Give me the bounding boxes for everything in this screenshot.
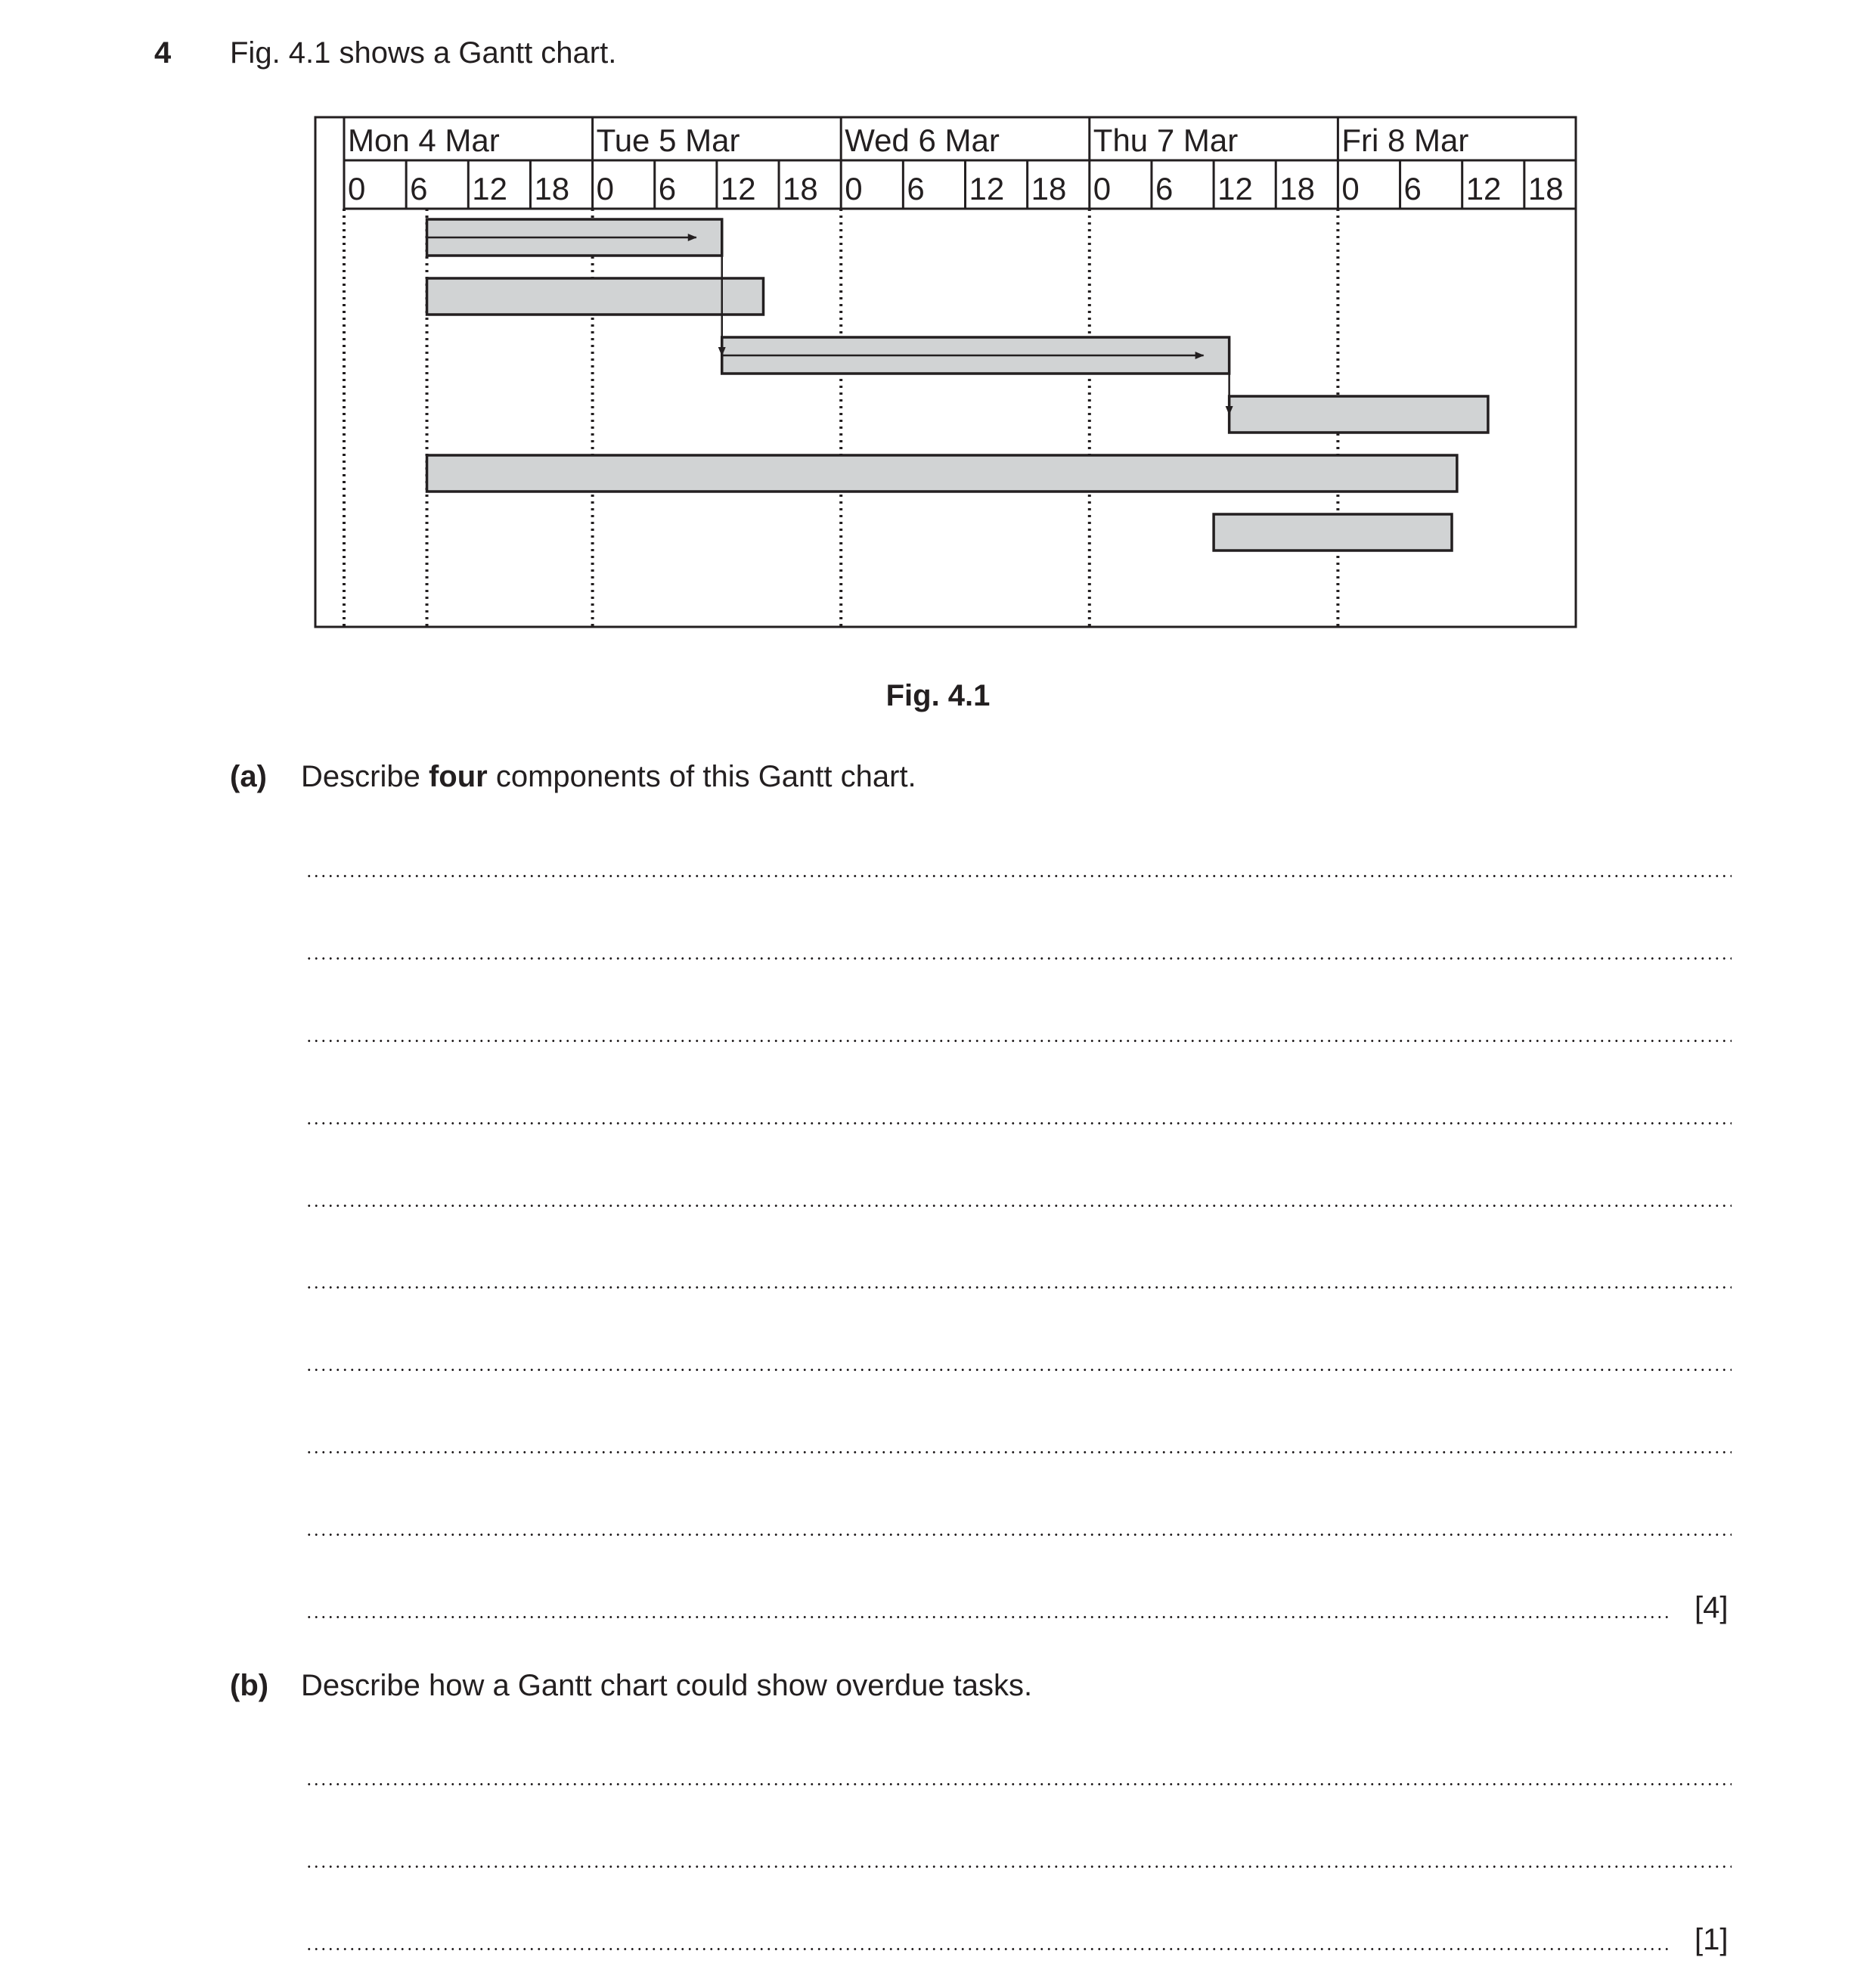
answer-line-b3[interactable] [305, 1948, 1673, 1950]
answer-line-a4[interactable] [305, 1122, 1732, 1124]
question-intro: Fig. 4.1 shows a Gantt chart. [230, 36, 617, 70]
hour-label: 18 [534, 171, 570, 206]
hour-label: 18 [1031, 171, 1067, 206]
part-a-marks: [4] [1695, 1591, 1729, 1624]
hour-label: 12 [1217, 171, 1253, 206]
part-b-question: Describe how a Gantt chart could show overdue tasks. [301, 1669, 1033, 1702]
answer-line-a2[interactable] [305, 957, 1732, 960]
hour-label: 0 [845, 171, 863, 206]
day-label: Thu 7 Mar [1093, 123, 1239, 158]
hour-label: 0 [1093, 171, 1112, 206]
figure-caption: Fig. 4.1 [885, 679, 991, 712]
hour-label: 6 [658, 171, 677, 206]
day-label: Mon 4 Mar [348, 123, 500, 158]
answer-line-a9[interactable] [305, 1534, 1732, 1536]
task-bar [427, 455, 1457, 492]
hour-label: 0 [1341, 171, 1360, 206]
part-a-text-before: Describe [301, 760, 429, 793]
hour-label: 6 [1155, 171, 1174, 206]
hour-label: 18 [1527, 171, 1564, 206]
part-a-emphasis: four [428, 760, 488, 793]
answer-line-a5[interactable] [305, 1205, 1732, 1207]
task-bar [1214, 514, 1452, 551]
part-b-marks: [1] [1695, 1923, 1729, 1956]
part-a-text-after: components of this Gantt chart. [487, 760, 916, 793]
question-number: 4 [154, 36, 172, 70]
answer-line-a8[interactable] [305, 1451, 1732, 1453]
hour-label: 12 [472, 171, 508, 206]
day-label: Fri 8 Mar [1341, 123, 1469, 158]
hour-label: 18 [1279, 171, 1315, 206]
hour-label: 6 [410, 171, 428, 206]
hour-label: 6 [907, 171, 925, 206]
answer-line-a10[interactable] [305, 1616, 1673, 1618]
task-bar [427, 278, 764, 315]
part-a-label: (a) [230, 760, 267, 793]
answer-line-b1[interactable] [305, 1783, 1732, 1785]
answer-line-b2[interactable] [305, 1866, 1732, 1868]
part-a-question [301, 760, 916, 794]
answer-line-a3[interactable] [305, 1040, 1732, 1042]
hour-label: 0 [596, 171, 614, 206]
hour-label: 6 [1403, 171, 1422, 206]
answer-line-a7[interactable] [305, 1369, 1732, 1371]
hour-label: 18 [783, 171, 818, 206]
day-label: Wed 6 Mar [845, 123, 1000, 158]
hour-label: 0 [348, 171, 366, 206]
hour-label: 12 [969, 171, 1005, 206]
hour-label: 12 [1465, 171, 1502, 206]
gantt-chart [0, 0, 1876, 681]
answer-line-a6[interactable] [305, 1286, 1732, 1289]
hour-label: 12 [720, 171, 756, 206]
day-label: Tue 5 Mar [596, 123, 740, 158]
answer-line-a1[interactable] [305, 875, 1732, 877]
task-bar [1229, 396, 1488, 433]
part-b-label: (b) [230, 1669, 269, 1702]
